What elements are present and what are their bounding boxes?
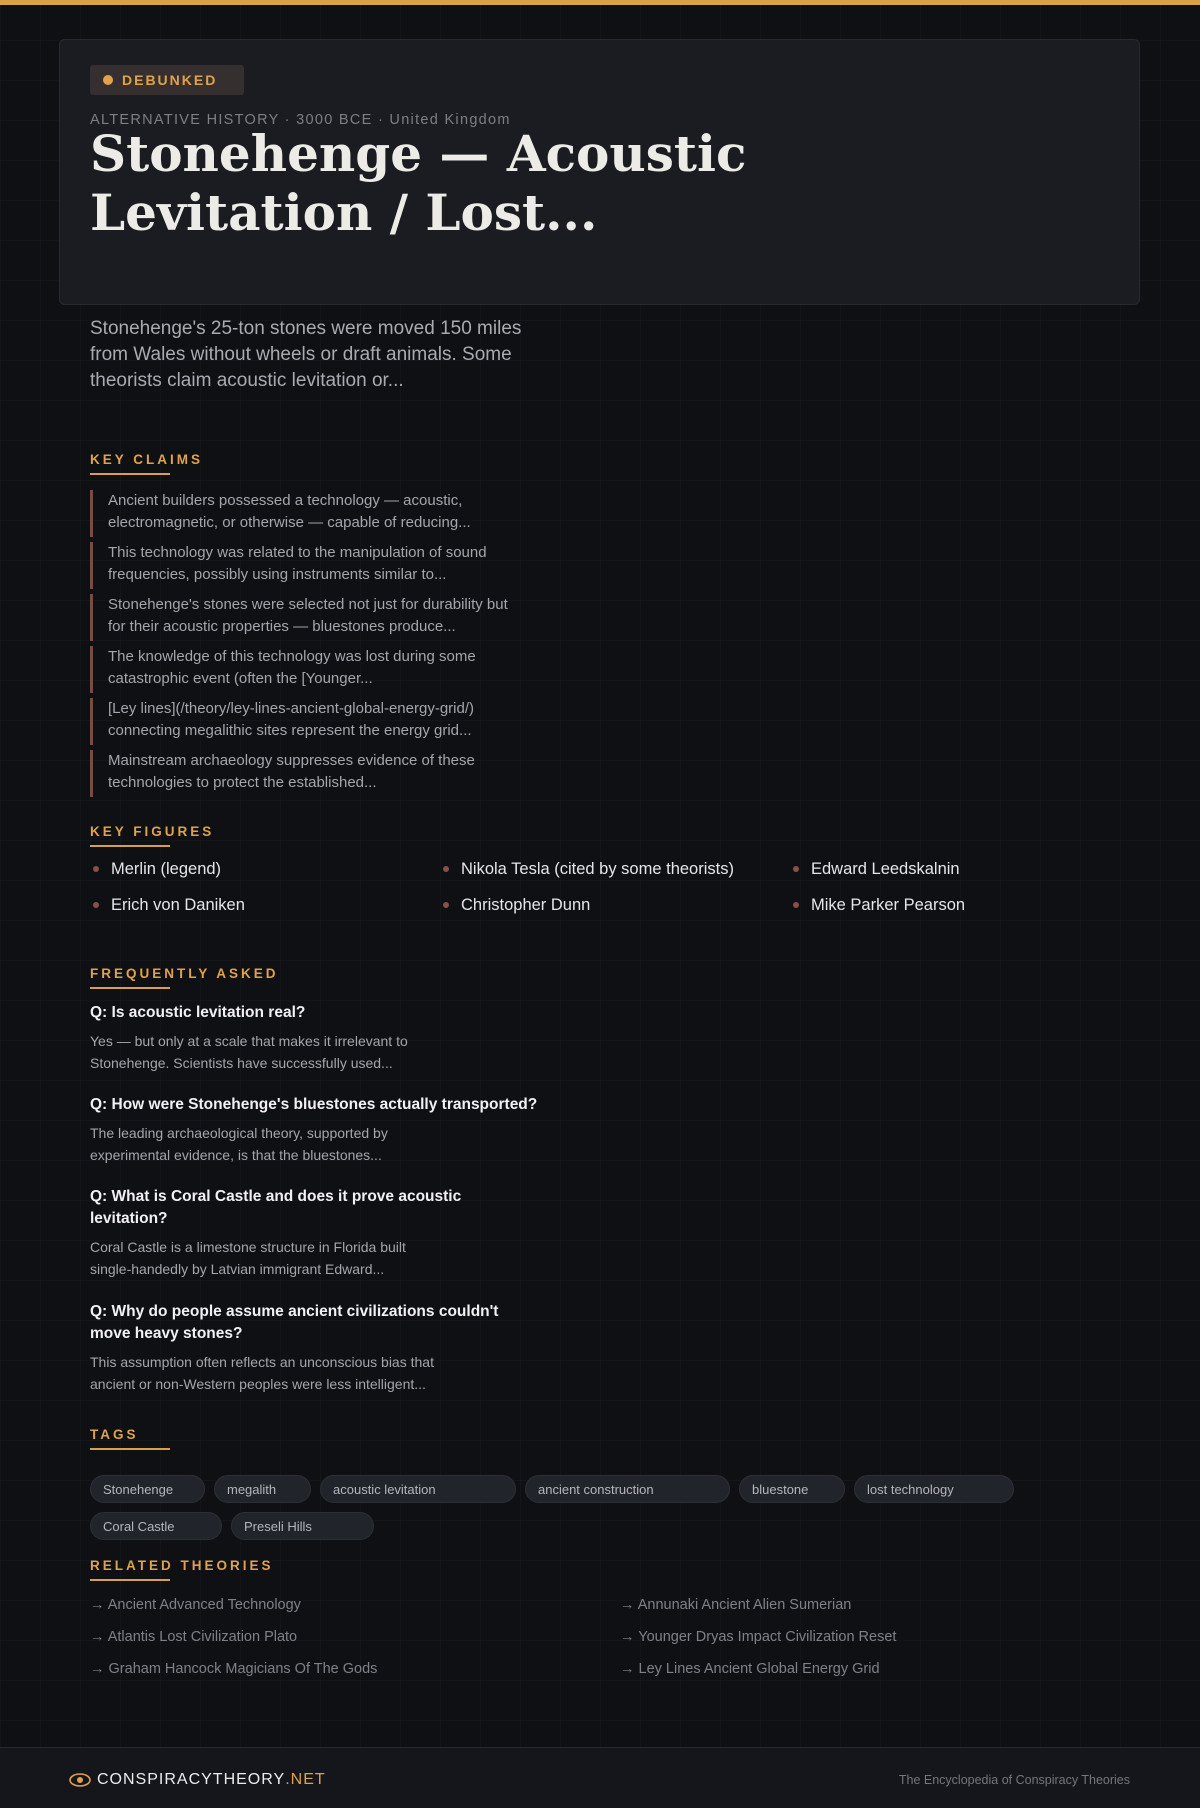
brand-logo-link[interactable] xyxy=(69,1771,326,1789)
top-accent-bar xyxy=(0,0,1200,5)
faq-question: Q: What is Coral Castle and does it prove acoustic levitation? xyxy=(90,1188,462,1227)
claim-item: Mainstream archaeology suppresses evidence of these technologies to protect the established... xyxy=(90,750,520,797)
figure-name: Christopher Dunn xyxy=(461,895,591,914)
faq-item xyxy=(90,1301,540,1395)
faq-question: Q: Is acoustic levitation real? xyxy=(90,1004,306,1021)
status-dot-icon xyxy=(103,75,113,85)
section-underline xyxy=(90,987,170,989)
section-heading-label: TAGS xyxy=(90,1427,139,1442)
figure-item xyxy=(90,858,440,880)
key-claims-list xyxy=(90,490,520,802)
faq-answer: The leading archaeological theory, supported by experimental evidence, is that the bluestones... xyxy=(90,1125,388,1163)
section-heading-label: FREQUENTLY ASKED xyxy=(90,966,279,981)
section-heading-claims xyxy=(90,452,203,475)
tag-pill[interactable]: Stonehenge xyxy=(90,1475,205,1503)
related-link[interactable]: → Ley Lines Ancient Global Energy Grid xyxy=(620,1661,880,1677)
claim-item: The knowledge of this technology was lost during some catastrophic event (often the [Younger... xyxy=(90,646,520,693)
status-badge xyxy=(90,65,244,95)
bullet-dot-icon xyxy=(93,866,99,872)
tag-list xyxy=(90,1475,1090,1540)
site-footer xyxy=(0,1747,1200,1808)
faq-answer: Coral Castle is a limestone structure in Florida built single-handedly by Latvian immigrant Edward... xyxy=(90,1239,406,1277)
related-link[interactable]: → Atlantis Lost Civilization Plato xyxy=(90,1629,298,1645)
faq-answer: Yes — but only at a scale that makes it irrelevant to Stonehenge. Scientists have successfully used... xyxy=(90,1033,408,1071)
claim-item: [Ley lines](/theory/ley-lines-ancient-global-energy-grid/) connecting megalithic sites represent the energy grid... xyxy=(90,698,520,745)
related-link[interactable]: → Annunaki Ancient Alien Sumerian xyxy=(620,1597,852,1613)
section-heading-label: KEY CLAIMS xyxy=(90,452,204,467)
faq-question: Q: How were Stonehenge's bluestones actually transported? xyxy=(90,1096,538,1113)
claim-item: This technology was related to the manipulation of sound frequencies, possibly using instruments similar to... xyxy=(90,542,520,589)
page-title: Stonehenge — Acoustic Levitation / Lost... xyxy=(90,124,747,242)
faq-item xyxy=(90,1002,540,1074)
figure-name: Mike Parker Pearson xyxy=(811,895,966,914)
bullet-dot-icon xyxy=(443,902,449,908)
figure-name: Merlin (legend) xyxy=(111,859,222,878)
tag-pill[interactable]: Coral Castle xyxy=(90,1512,222,1540)
tag-pill[interactable]: ancient construction xyxy=(525,1475,730,1503)
bullet-dot-icon xyxy=(793,866,799,872)
figure-item xyxy=(790,858,1140,880)
figure-name: Erich von Daniken xyxy=(111,895,245,914)
faq-item xyxy=(90,1094,540,1166)
section-heading-faq xyxy=(90,966,279,989)
status-label: DEBUNKED xyxy=(122,72,218,88)
section-heading-tags xyxy=(90,1427,170,1450)
brand-tld: .NET xyxy=(285,1771,326,1788)
faq-answer: This assumption often reflects an unconscious bias that ancient or non-Western peoples were less intelligent... xyxy=(90,1354,434,1392)
section-underline xyxy=(90,473,170,475)
tag-pill[interactable]: Preseli Hills xyxy=(231,1512,374,1540)
figure-item xyxy=(440,858,790,880)
faq-item xyxy=(90,1186,540,1280)
related-theories xyxy=(90,1594,1090,1680)
section-underline xyxy=(90,1448,170,1450)
figure-item xyxy=(90,894,440,916)
faq-question: Q: Why do people assume ancient civilizations couldn't move heavy stones? xyxy=(90,1303,499,1342)
hero-card xyxy=(59,39,1140,305)
related-link[interactable]: → Graham Hancock Magicians Of The Gods xyxy=(90,1661,378,1677)
brand-name: CONSPIRACYTHEORY xyxy=(97,1771,286,1788)
claim-item: Stonehenge's stones were selected not just for durability but for their acoustic properties — bluestones produce... xyxy=(90,594,520,641)
tag-pill[interactable]: lost technology xyxy=(854,1475,1014,1503)
footer-tagline: The Encyclopedia of Conspiracy Theories xyxy=(898,1773,1130,1787)
section-underline xyxy=(90,845,170,847)
claim-item: Ancient builders possessed a technology — acoustic, electromagnetic, or otherwise — capable of reducing... xyxy=(90,490,520,537)
section-heading-label: KEY FIGURES xyxy=(90,824,215,839)
bullet-dot-icon xyxy=(793,902,799,908)
tag-pill[interactable]: acoustic levitation xyxy=(320,1475,516,1503)
theory-summary: Stonehenge's 25-ton stones were moved 150 miles from Wales without wheels or draft animals. Some theorists claim acoustic levitation or... xyxy=(90,318,522,391)
section-underline xyxy=(90,1579,170,1581)
figure-name: Nikola Tesla (cited by some theorists) xyxy=(461,859,734,878)
theory-meta: ALTERNATIVE HISTORY · 3000 BCE · United Kingdom xyxy=(90,112,511,128)
figure-item xyxy=(790,894,1140,916)
tag-pill[interactable]: bluestone xyxy=(739,1475,845,1503)
section-heading-figures xyxy=(90,824,214,847)
bullet-dot-icon xyxy=(443,866,449,872)
related-link[interactable]: → Ancient Advanced Technology xyxy=(90,1597,301,1613)
key-figures-grid xyxy=(90,858,1140,916)
tag-pill[interactable]: megalith xyxy=(214,1475,311,1503)
eye-icon xyxy=(69,1773,91,1787)
figure-name: Edward Leedskalnin xyxy=(811,859,960,878)
figure-item xyxy=(440,894,790,916)
bullet-dot-icon xyxy=(93,902,99,908)
section-heading-related xyxy=(90,1558,274,1581)
related-link[interactable]: → Younger Dryas Impact Civilization Reset xyxy=(620,1629,897,1645)
section-heading-label: RELATED THEORIES xyxy=(90,1558,274,1573)
